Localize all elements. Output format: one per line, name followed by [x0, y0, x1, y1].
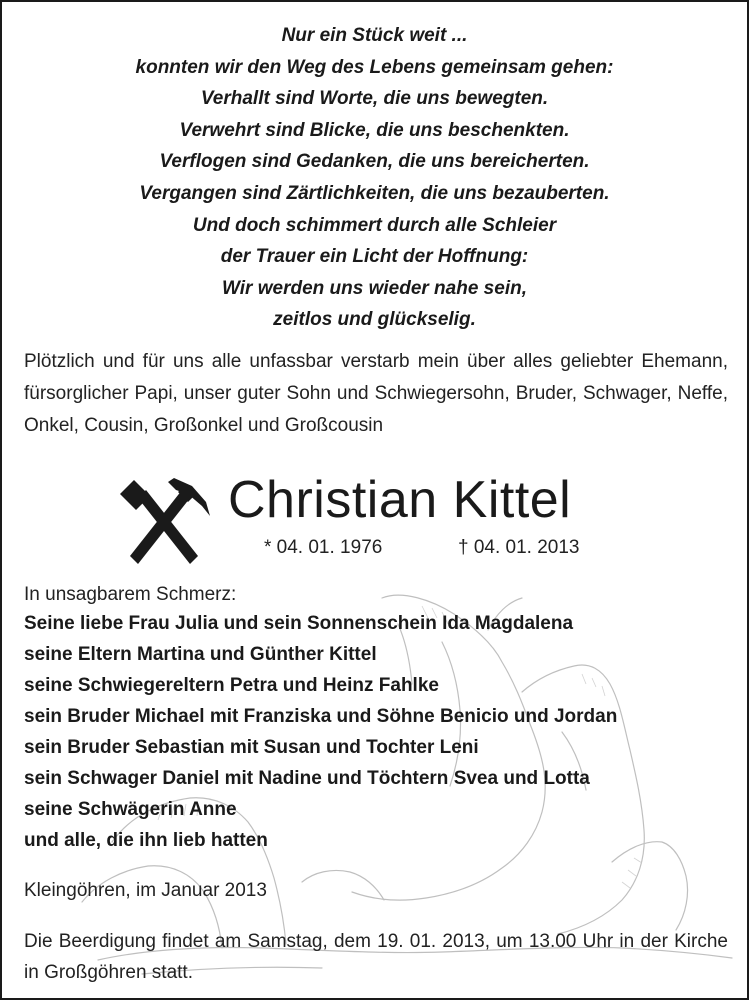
death-date: † 04. 01. 2013: [458, 537, 580, 558]
mourning-heading: In unsagbarem Schmerz:: [24, 584, 237, 605]
death-announcement-text: Plötzlich und für uns alle unfassbar verstarb mein über alles geliebter Ehemann, fürsorglicher Papi, unser guter Sohn und Schwiegersohn, Bruder, Schwager, Neffe, Onkel, Cousin, Großonkel und Großcousin: [24, 351, 728, 436]
list-item: sein Bruder Michael mit Franziska und Söhne Benicio und Jordan: [24, 706, 618, 727]
birth-date: * 04. 01. 1976: [264, 537, 383, 558]
list-item: seine Schwägerin Anne: [24, 799, 237, 820]
poem-line: Verwehrt sind Blicke, die uns beschenkten.: [179, 119, 570, 141]
poem-line: konnten wir den Weg des Lebens gemeinsam gehen:: [135, 56, 614, 78]
mourners-list: [24, 608, 724, 856]
poem-line: Verhallt sind Worte, die uns bewegten.: [200, 88, 549, 110]
list-item: sein Bruder Sebastian mit Susan und Tochter Leni: [24, 737, 479, 758]
hammer-and-pick-icon: [116, 476, 212, 568]
poem-line: Und doch schimmert durch alle Schleier: [192, 214, 557, 236]
place-and-date: Kleingöhren, im Januar 2013: [24, 880, 267, 901]
poem-line: Verflogen sind Gedanken, die uns bereicherten.: [159, 151, 590, 173]
list-item: sein Schwager Daniel mit Nadine und Töchtern Svea und Lotta: [24, 768, 590, 789]
list-item: seine Eltern Martina und Günther Kittel: [24, 644, 377, 665]
deceased-name: Christian Kittel: [228, 471, 572, 529]
poem-line: der Trauer ein Licht der Hoffnung:: [220, 246, 529, 268]
poem-line: Vergangen sind Zärtlichkeiten, die uns bezauberten.: [139, 182, 610, 204]
list-item: seine Schwiegereltern Petra und Heinz Fahlke: [24, 675, 439, 696]
list-item: Seine liebe Frau Julia und sein Sonnenschein Ida Magdalena: [24, 613, 574, 634]
poem-line: Nur ein Stück weit ...: [281, 25, 468, 46]
poem: [2, 20, 747, 336]
poem-line: Wir werden uns wieder nahe sein,: [222, 277, 527, 299]
funeral-information: Die Beerdigung findet am Samstag, dem 19. 01. 2013, um 13.00 Uhr in der Kirche in Großgöhren statt.: [24, 931, 728, 983]
poem-line: zeitlos und glückselig.: [273, 309, 476, 331]
list-item: und alle, die ihn lieb hatten: [24, 830, 268, 851]
